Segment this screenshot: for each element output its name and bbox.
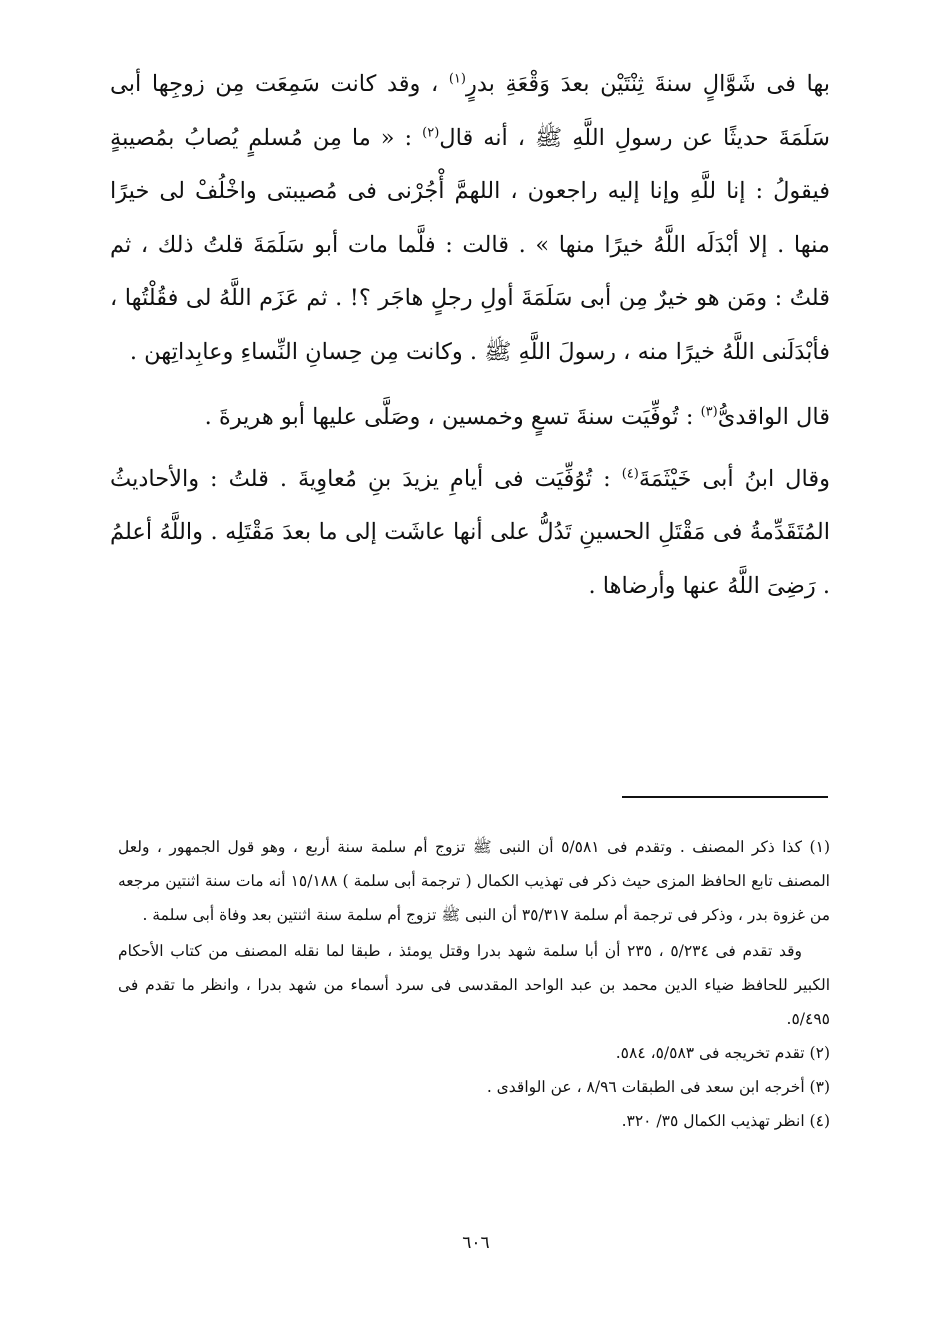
footnote-1-continuation: وقد تقدم فى ٥/٢٣٤ ، ٢٣٥ أن أبا سلمة شهد بدرا وقتل يومئذ ، طبقا لما نقله المصنف من كتاب الأحكام الكبير للحافظ ضياء الدين محمد بن عبد الواحد المقدسى فى سرد أسماء من شهد بدرا ، وانظر ما تقدم فى ٥/٤٩٥. xyxy=(118,942,830,1028)
paragraph-3-part-b: : تُوُفِّيَت فى أيامِ يزيدَ بنِ مُعاوِيةَ . قلتُ : والأحاديثُ المُتَقَدِّمةُ فى مَقْتَلِ الحسينِ تَدُلُّ على أنها عاشَت إلى ما بعدَ مَقْتَلِه . واللَّهُ أعلمُ . رَضِىَ اللَّهُ عنها وأرضاها . xyxy=(110,465,830,599)
paragraph-2 xyxy=(110,391,830,445)
paragraph-2-part-a: قال الواقدىُّ xyxy=(717,404,830,430)
paragraph-3-part-a: وقال ابنُ أبى خَيْثَمَةَ xyxy=(638,465,830,492)
paragraph-1-part-a: بها فى شَوَّالٍ سنةَ ثِنْتَيْن بعدَ وَقْعَةِ بدرٍ xyxy=(465,71,831,97)
footnote-ref-4[interactable]: (٤) xyxy=(621,466,639,481)
paragraph-1-part-b: ، وقد كانت سَمِعَت مِن زوجِها أبى سَلَمَةَ حديثًا عن رسولِ اللَّهِ ﷺ ، أنه قال xyxy=(110,71,831,151)
footnote-1: (١) كذا ذكر المصنف . وتقدم فى ٥/٥٨١ أن النبى ﷺ تزوج أم سلمة سنة أربع ، وهو قول الجمهور ، ولعل المصنف تابع الحافظ المزى حيث ذكر فى تهذيب الكمال ( ترجمة أبى سلمة ) ١٥/١٨٨ أنه مات سنة اثنتين مرجعه من غزوة بدر ، وذكر فى ترجمة أم سلمة ٣٥/٣١٧ أن النبى ﷺ تزوج أم سلمة سنة اثنتين بعد وفاة أبى سلمة . xyxy=(118,838,830,924)
footnote-separator xyxy=(622,796,828,798)
footnote-3: (٣) أخرجه ابن سعد فى الطبقات ٨/٩٦ ، عن الواقدى . xyxy=(486,1078,830,1096)
footnote-ref-1[interactable]: (١) xyxy=(448,71,466,87)
main-text xyxy=(110,58,830,613)
paragraph-3 xyxy=(110,453,830,614)
page-number: ٦٠٦ xyxy=(462,1233,490,1253)
footnote-2: (٢) تقدم تخريجه فى ٥/٥٨٣، ٥٨٤. xyxy=(615,1044,830,1062)
footnotes xyxy=(118,830,830,1138)
footnote-ref-2[interactable]: (٢) xyxy=(422,125,440,140)
paragraph-2-part-b: : تُوفِّيَت سنةَ تسعٍ وخمسين ، وصَلَّى عليها أبو هريرةَ . xyxy=(204,404,694,430)
paragraph-1-part-c: : « ما مِن مُسلمٍ يُصابُ بمُصيبةٍ فيقولُ : إنا للَّهِ وإنا إليه راجعون ، اللهمَّ أْجُرْنى فى مُصيبتى واخْلُفْ لى خيرًا منها . إلا أبْدَلَه اللَّهُ خيرًا منها » . قالت : فلَّما مات أبو سَلَمَةَ قلتُ ذلك ، ثم قلتُ : ومَن هو خيرٌ مِن أبى سَلَمَةَ أولِ رجلٍ هاجَر ؟! . ثم عَزَم اللَّهُ لى فقُلْتُها ، فأبْدَلَنى اللَّهُ خيرًا منه ، رسولَ اللَّهِ ﷺ . وكانت مِن حِسانِ النِّساءِ وعابِداتِهن . xyxy=(110,124,830,365)
paragraph-1 xyxy=(110,58,830,379)
footnote-4: (٤) انظر تهذيب الكمال ٣٥/ ٣٢٠. xyxy=(621,1112,830,1130)
footnote-ref-3[interactable]: (٣) xyxy=(700,404,718,420)
